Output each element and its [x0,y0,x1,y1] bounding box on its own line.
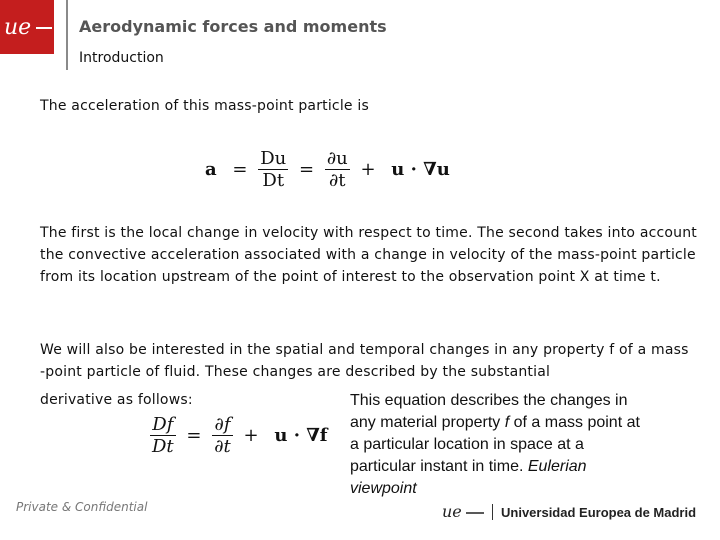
para2-line-2: -point particle of fluid. These changes are described by the substantial [40,364,551,380]
formula1-frac2-num: ∂u [326,148,348,169]
note-property-f: f [504,414,510,431]
ue-logo-icon [2,14,52,40]
footer-logo-divider [492,504,493,520]
formula2-material-derivative [150,414,176,457]
note-eulerian-viewpoint: Eulerian viewpoint [350,458,587,497]
confidential-label: Private & Confidential [16,500,148,514]
note-part-2: of a mass point at a particular location in space at a particular instant in time. [350,414,640,475]
formula1-frac1-num: Du [260,148,287,169]
eulerian-note [350,390,640,500]
explanation-paragraph: The first is the local change in velocity with respect to time. The second takes into account the convective acceleration associated with a change in velocity of the mass-point particle from its location upstream of the point of interest to the observation point X at time t. [40,225,698,285]
acceleration-equation [200,148,455,191]
svg-text:ue: ue [4,15,32,40]
university-name: Universidad Europea de Madrid [501,504,697,520]
university-logo [440,502,696,522]
note-part-1: This equation describes the changes in any material property [350,392,628,431]
formula1-equals-1: = [232,159,248,180]
formula1-frac1-den: Dt [258,169,288,191]
ue-footer-logo-icon [440,502,486,522]
para2-line-1: We will also be interested in the spatial and temporal changes in any property f of a mass [40,342,689,358]
formula1-frac2-den: ∂t [325,169,350,191]
formula2-plus: + [243,425,259,446]
formula1-convective-term: u · ∇u [391,159,450,180]
formula1-lhs: a [205,159,217,180]
svg-text:ue: ue [442,502,462,521]
formula1-material-derivative [258,148,288,191]
intro-text: The acceleration of this mass-point particle is [40,98,369,114]
formula2-frac1-num: Df [152,414,174,435]
formula1-equals-2: = [299,159,315,180]
formula2-frac2-num: ∂f [214,414,231,435]
slide-title: Aerodynamic forces and moments [79,17,387,36]
formula2-partial-derivative [212,414,233,457]
header-divider [66,0,68,70]
formula1-partial-derivative [325,148,350,191]
formula2-equals: = [186,425,202,446]
brand-logo [0,0,54,54]
substantial-derivative-equation [150,414,333,457]
slide-subtitle: Introduction [79,50,164,66]
formula2-convective-term: u · ∇f [274,425,328,446]
para2-line-3: derivative as follows: [40,392,193,408]
formula2-frac1-den: Dt [152,436,174,457]
formula2-frac2-den: ∂t [214,436,231,457]
formula1-plus: + [360,159,376,180]
